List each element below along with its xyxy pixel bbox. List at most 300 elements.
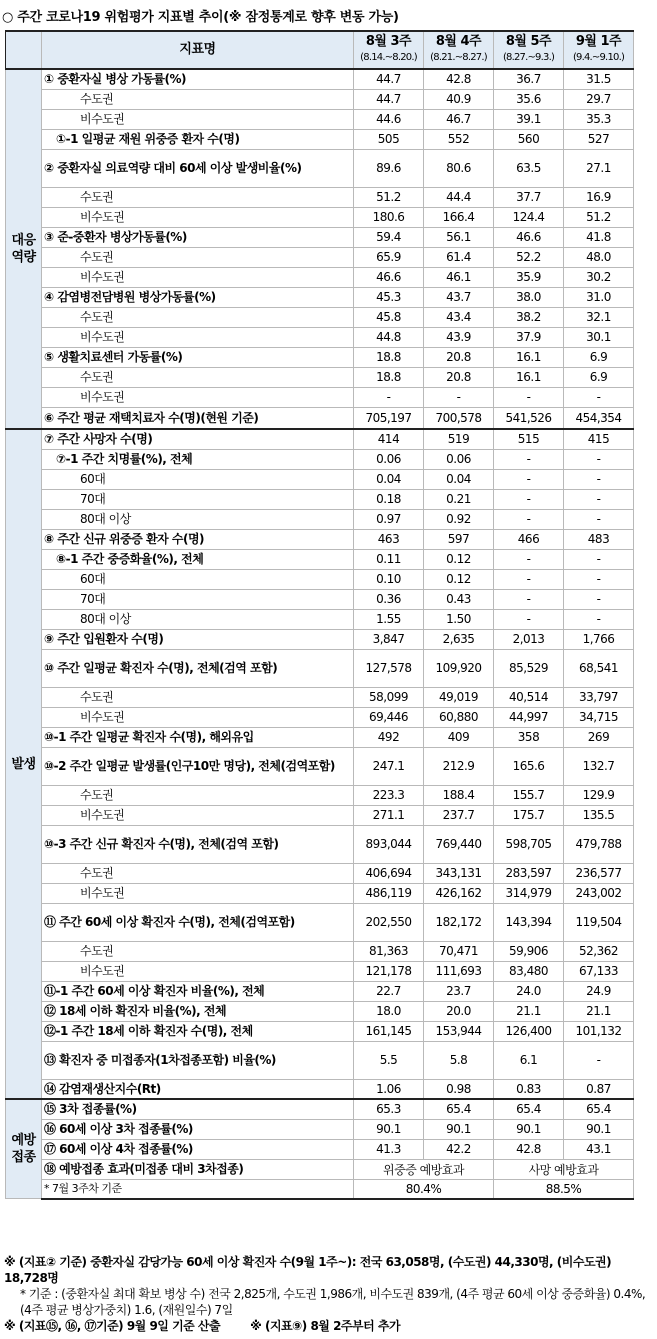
row-label: 비수도권: [42, 805, 354, 825]
cell-week-2: 5.8: [424, 1041, 494, 1079]
table-body: [6, 69, 634, 1199]
table-row: [6, 863, 634, 883]
week-4-range: (9.4.~9.10.): [572, 52, 625, 63]
cell-week-2: 46.1: [424, 267, 494, 287]
table-row: [6, 1079, 634, 1099]
table-row: [6, 549, 634, 569]
cell-week-1: 0.36: [354, 589, 424, 609]
table-row: [6, 187, 634, 207]
cell-week-2: 46.7: [424, 109, 494, 129]
cell-week-3: -: [494, 469, 564, 489]
row-label: ⑦ 주간 사망자 수(명): [42, 429, 354, 449]
header-week-4: [564, 31, 634, 69]
cell-week-1: 406,694: [354, 863, 424, 883]
table-row: [6, 449, 634, 469]
row-label: ⑭ 감염재생산지수(Rt): [42, 1079, 354, 1099]
cell-week-1: 202,550: [354, 903, 424, 941]
cell-week-3: 44,997: [494, 707, 564, 727]
cell-week-2: 0.43: [424, 589, 494, 609]
row-label: ⑦-1 주간 치명률(%), 전체: [42, 449, 354, 469]
cell-week-2: 42.2: [424, 1139, 494, 1159]
row-label: ⑫-1 주간 18세 이하 확진자 수(명), 전체: [42, 1021, 354, 1041]
row-label: ⑧ 주간 신규 위중증 환자 수(명): [42, 529, 354, 549]
table-row: [6, 1041, 634, 1079]
cell-week-4: -: [564, 589, 634, 609]
cell-week-1: 41.3: [354, 1139, 424, 1159]
row-label: ② 중환자실 의료역량 대비 60세 이상 발생비율(%): [42, 149, 354, 187]
row-label: ⑫ 18세 이하 확진자 비율(%), 전체: [42, 1001, 354, 1021]
cell-week-3: 541,526: [494, 407, 564, 429]
cell-week-3: 63.5: [494, 149, 564, 187]
cell-week-4: 90.1: [564, 1119, 634, 1139]
cell-week-3: -: [494, 509, 564, 529]
footnote-2: * 기준 : (중환자실 최대 확보 병상 수) 전국 2,825개, 수도권 1,986개, 비수도권 839개, (4주 평균 60세 이상 중증화율) 0.4%, (4주 평균 병상가중치) 1.6, (재원일수) 7일: [20, 1287, 646, 1317]
table-row: [6, 1001, 634, 1021]
category-occurrence: 발생: [6, 429, 42, 1099]
table-row: [6, 129, 634, 149]
row-label: ⑰ 60세 이상 4차 접종률(%): [42, 1139, 354, 1159]
cell-week-1: 44.8: [354, 327, 424, 347]
row-label: 70대: [42, 589, 354, 609]
table-row: [6, 941, 634, 961]
cell-week-4: 483: [564, 529, 634, 549]
cell-week-4: 32.1: [564, 307, 634, 327]
cell-week-4: 479,788: [564, 825, 634, 863]
cell-week-1: 223.3: [354, 785, 424, 805]
row-label: 비수도권: [42, 109, 354, 129]
table-row: [6, 1139, 634, 1159]
cell-week-3: 21.1: [494, 1001, 564, 1021]
row-label: ⑩-2 주간 일평균 발생률(인구10만 명당), 전체(검역포함): [42, 747, 354, 785]
cell-week-4: 29.7: [564, 89, 634, 109]
cell-week-1: 492: [354, 727, 424, 747]
cell-week-4: 67,133: [564, 961, 634, 981]
cell-week-4: 35.3: [564, 109, 634, 129]
cell-week-3: 40,514: [494, 687, 564, 707]
cell-week-1: 414: [354, 429, 424, 449]
cell-week-4: 16.9: [564, 187, 634, 207]
cell-week-1: 18.8: [354, 347, 424, 367]
cell-week-3: 155.7: [494, 785, 564, 805]
cell-week-1: 18.8: [354, 367, 424, 387]
table-header-row: [6, 31, 634, 69]
table-row: [6, 1119, 634, 1139]
row-label: ⑩-1 주간 일평균 확진자 수(명), 해외유입: [42, 727, 354, 747]
cell-week-1: 463: [354, 529, 424, 549]
cell-week-2: 0.06: [424, 449, 494, 469]
table-row: [6, 903, 634, 941]
cell-week-1: 46.6: [354, 267, 424, 287]
cell-week-2: 153,944: [424, 1021, 494, 1041]
cell-week-2: 597: [424, 529, 494, 549]
week-1-name: 8월 3주: [365, 34, 412, 49]
table-row: [6, 589, 634, 609]
table-row: [6, 569, 634, 589]
cell-week-4: -: [564, 609, 634, 629]
row-label: ① 중환자실 병상 가동률(%): [42, 69, 354, 89]
cell-week-1: 3,847: [354, 629, 424, 649]
row-label: ⑪ 주간 60세 이상 확진자 수(명), 전체(검역포함): [42, 903, 354, 941]
footnote-3b: ※ (지표⑨) 8월 2주부터 추가: [250, 1319, 401, 1333]
row-label: 수도권: [42, 941, 354, 961]
table-row: [6, 69, 634, 89]
cell-week-2: 111,693: [424, 961, 494, 981]
table-row: [6, 825, 634, 863]
cell-week-1: 247.1: [354, 747, 424, 785]
cell-week-4: -: [564, 1041, 634, 1079]
table-row: [6, 109, 634, 129]
cell-week-3: 24.0: [494, 981, 564, 1001]
row-label: 70대: [42, 489, 354, 509]
cell-week-4: 31.0: [564, 287, 634, 307]
effect-sublabel: * 7월 3주차 기준: [42, 1179, 354, 1199]
table-row: [6, 727, 634, 747]
cell-week-2: 43.7: [424, 287, 494, 307]
cell-week-3: 175.7: [494, 805, 564, 825]
header-week-3: [494, 31, 564, 69]
cell-week-4: 33,797: [564, 687, 634, 707]
page-title: ○ 주간 코로나19 위험평가 지표별 추이(※ 잠정통계로 향후 변동 가능): [2, 10, 399, 25]
cell-week-2: 61.4: [424, 247, 494, 267]
week-4-name: 9월 1주: [575, 34, 622, 49]
table-row: [6, 981, 634, 1001]
cell-week-3: 39.1: [494, 109, 564, 129]
cell-week-2: 700,578: [424, 407, 494, 429]
cell-week-4: 0.87: [564, 1079, 634, 1099]
cell-week-1: 5.5: [354, 1041, 424, 1079]
cell-week-2: 80.6: [424, 149, 494, 187]
cell-week-2: 343,131: [424, 863, 494, 883]
cell-week-1: 18.0: [354, 1001, 424, 1021]
cell-week-2: 23.7: [424, 981, 494, 1001]
cell-week-3: 85,529: [494, 649, 564, 687]
row-label: ⑧-1 주간 중증화율(%), 전체: [42, 549, 354, 569]
header-indicator-name: 지표명: [42, 31, 354, 69]
cell-week-4: -: [564, 569, 634, 589]
row-label: 수도권: [42, 187, 354, 207]
cell-week-3: 83,480: [494, 961, 564, 981]
cell-week-4: 129.9: [564, 785, 634, 805]
cell-week-2: 44.4: [424, 187, 494, 207]
cell-week-2: 0.21: [424, 489, 494, 509]
cell-week-3: 560: [494, 129, 564, 149]
cell-week-1: 893,044: [354, 825, 424, 863]
header-week-1: [354, 31, 424, 69]
cell-week-2: 109,920: [424, 649, 494, 687]
cell-week-3: 6.1: [494, 1041, 564, 1079]
row-label: ⑥ 주간 평균 재택치료자 수(명)(현원 기준): [42, 407, 354, 429]
cell-week-1: 271.1: [354, 805, 424, 825]
row-label: 60대: [42, 569, 354, 589]
row-label: 비수도권: [42, 207, 354, 227]
table-row: [6, 629, 634, 649]
cell-week-4: 41.8: [564, 227, 634, 247]
cell-week-1: 44.7: [354, 89, 424, 109]
row-label: 비수도권: [42, 267, 354, 287]
cell-week-1: 22.7: [354, 981, 424, 1001]
cell-week-1: 44.6: [354, 109, 424, 129]
cell-week-2: 43.4: [424, 307, 494, 327]
cell-week-2: 0.04: [424, 469, 494, 489]
cell-week-4: 43.1: [564, 1139, 634, 1159]
cell-week-2: 1.50: [424, 609, 494, 629]
cell-week-1: 0.11: [354, 549, 424, 569]
row-label: 수도권: [42, 307, 354, 327]
cell-week-3: 42.8: [494, 1139, 564, 1159]
cell-week-4: 6.9: [564, 367, 634, 387]
cell-week-1: 1.06: [354, 1079, 424, 1099]
table-row: [6, 227, 634, 247]
row-label: ④ 감염병전담병원 병상가동률(%): [42, 287, 354, 307]
row-label: ⑪-1 주간 60세 이상 확진자 비율(%), 전체: [42, 981, 354, 1001]
table-row: [6, 529, 634, 549]
row-label: ③ 준-중환자 병상가동률(%): [42, 227, 354, 247]
cell-week-2: 60,880: [424, 707, 494, 727]
cell-week-3: 515: [494, 429, 564, 449]
row-label: ①-1 일평균 재원 위중증 환자 수(명): [42, 129, 354, 149]
week-3-name: 8월 5주: [505, 34, 552, 49]
header-week-2: [424, 31, 494, 69]
cell-week-3: 37.7: [494, 187, 564, 207]
cell-week-2: 426,162: [424, 883, 494, 903]
cell-week-4: -: [564, 469, 634, 489]
footnote-1: ※ (지표② 기준) 중환자실 감당가능 60세 이상 확진자 수(9월 1주~): 전국 63,058명, (수도권) 44,330명, (비수도권) 18,728명: [4, 1255, 612, 1285]
row-label: 수도권: [42, 89, 354, 109]
week-2-name: 8월 4주: [435, 34, 482, 49]
cell-week-3: -: [494, 569, 564, 589]
cell-week-3: 314,979: [494, 883, 564, 903]
table-row: [6, 327, 634, 347]
row-label: ⑬ 확진자 중 미접종자(1차접종포함) 비율(%): [42, 1041, 354, 1079]
footnotes: [4, 1254, 654, 1334]
cell-week-3: 35.6: [494, 89, 564, 109]
cell-week-2: 56.1: [424, 227, 494, 247]
cell-week-1: 44.7: [354, 69, 424, 89]
row-label: ⑤ 생활치료센터 가동률(%): [42, 347, 354, 367]
cell-week-2: 0.92: [424, 509, 494, 529]
row-label: 비수도권: [42, 961, 354, 981]
cell-week-4: 51.2: [564, 207, 634, 227]
cell-week-3: 0.83: [494, 1079, 564, 1099]
cell-week-3: -: [494, 549, 564, 569]
cell-week-3: -: [494, 609, 564, 629]
cell-week-1: 69,446: [354, 707, 424, 727]
cell-week-3: 16.1: [494, 367, 564, 387]
week-2-range: (8.21.~8.27.): [430, 52, 487, 63]
cell-week-1: 59.4: [354, 227, 424, 247]
cell-week-2: 20.0: [424, 1001, 494, 1021]
table-row: [6, 509, 634, 529]
cell-week-3: -: [494, 449, 564, 469]
category-prevention: 예방 접종: [6, 1099, 42, 1199]
cell-week-2: 20.8: [424, 367, 494, 387]
cell-week-4: 24.9: [564, 981, 634, 1001]
cell-week-3: 46.6: [494, 227, 564, 247]
cell-week-1: 0.10: [354, 569, 424, 589]
cell-week-3: 65.4: [494, 1099, 564, 1119]
cell-week-3: 36.7: [494, 69, 564, 89]
cell-week-2: 20.8: [424, 347, 494, 367]
cell-week-2: 40.9: [424, 89, 494, 109]
cell-week-2: 0.98: [424, 1079, 494, 1099]
row-label: 비수도권: [42, 707, 354, 727]
cell-week-3: 59,906: [494, 941, 564, 961]
cell-week-2: 65.4: [424, 1099, 494, 1119]
row-label: 비수도권: [42, 883, 354, 903]
table-row: [6, 1099, 634, 1119]
cell-week-1: 180.6: [354, 207, 424, 227]
row-label: 80대 이상: [42, 609, 354, 629]
footnote-3a: ※ (지표⑮, ⑯, ⑰기준) 9월 9일 기준 산출: [4, 1319, 221, 1333]
cell-week-3: -: [494, 387, 564, 407]
cell-week-3: 126,400: [494, 1021, 564, 1041]
cell-week-2: 49,019: [424, 687, 494, 707]
row-label: 비수도권: [42, 387, 354, 407]
row-label: ⑩ 주간 일평균 확진자 수(명), 전체(검역 포함): [42, 649, 354, 687]
table-row: [6, 687, 634, 707]
row-label: 수도권: [42, 863, 354, 883]
table-row: [6, 287, 634, 307]
cell-week-4: 27.1: [564, 149, 634, 187]
cell-week-1: 81,363: [354, 941, 424, 961]
cell-week-4: 101,132: [564, 1021, 634, 1041]
table-row: [6, 1021, 634, 1041]
cell-week-3: 283,597: [494, 863, 564, 883]
cell-week-2: 42.8: [424, 69, 494, 89]
cell-week-2: 0.12: [424, 569, 494, 589]
cell-week-4: 65.4: [564, 1099, 634, 1119]
cell-week-3: 16.1: [494, 347, 564, 367]
cell-week-1: 505: [354, 129, 424, 149]
cell-week-4: 454,354: [564, 407, 634, 429]
cell-week-3: 466: [494, 529, 564, 549]
cell-week-3: 598,705: [494, 825, 564, 863]
cell-week-4: 132.7: [564, 747, 634, 785]
cell-week-2: 237.7: [424, 805, 494, 825]
table-row: [6, 307, 634, 327]
cell-week-3: -: [494, 589, 564, 609]
cell-week-3: 90.1: [494, 1119, 564, 1139]
cell-week-4: 1,766: [564, 629, 634, 649]
cell-week-4: 236,577: [564, 863, 634, 883]
cell-week-4: 527: [564, 129, 634, 149]
cell-week-1: 0.18: [354, 489, 424, 509]
cell-week-1: 121,178: [354, 961, 424, 981]
cell-week-3: 37.9: [494, 327, 564, 347]
cell-week-4: -: [564, 387, 634, 407]
table-row: [6, 805, 634, 825]
table-row: [6, 469, 634, 489]
cell-week-1: 58,099: [354, 687, 424, 707]
row-label: 80대 이상: [42, 509, 354, 529]
cell-week-4: -: [564, 449, 634, 469]
row-label: 수도권: [42, 367, 354, 387]
cell-week-4: 269: [564, 727, 634, 747]
cell-week-1: 45.8: [354, 307, 424, 327]
table-row: [6, 267, 634, 287]
table-row: [6, 883, 634, 903]
cell-week-1: 45.3: [354, 287, 424, 307]
cell-week-1: 1.55: [354, 609, 424, 629]
cell-week-4: 135.5: [564, 805, 634, 825]
cell-week-3: 35.9: [494, 267, 564, 287]
cell-week-1: 486,119: [354, 883, 424, 903]
effect-death-head: 사망 예방효과: [494, 1159, 634, 1179]
cell-week-1: 0.97: [354, 509, 424, 529]
cell-week-3: 165.6: [494, 747, 564, 785]
table-row: [6, 609, 634, 629]
cell-week-4: 30.2: [564, 267, 634, 287]
cell-week-3: 2,013: [494, 629, 564, 649]
cell-week-3: 38.2: [494, 307, 564, 327]
table-row: [6, 747, 634, 785]
cell-week-1: -: [354, 387, 424, 407]
cell-week-2: 188.4: [424, 785, 494, 805]
table-row: [6, 489, 634, 509]
table-row: [6, 961, 634, 981]
cell-week-4: 31.5: [564, 69, 634, 89]
row-label: 60대: [42, 469, 354, 489]
cell-week-2: 43.9: [424, 327, 494, 347]
cell-week-4: 119,504: [564, 903, 634, 941]
cell-week-3: 52.2: [494, 247, 564, 267]
week-3-range: (8.27.~9.3.): [502, 52, 555, 63]
cell-week-1: 161,145: [354, 1021, 424, 1041]
table-row: [6, 407, 634, 429]
cell-week-4: -: [564, 489, 634, 509]
row-label: ⑮ 3차 접종률(%): [42, 1099, 354, 1119]
cell-week-2: 409: [424, 727, 494, 747]
effect-death-value: 88.5%: [494, 1179, 634, 1199]
cell-week-4: -: [564, 509, 634, 529]
row-label: ⑨ 주간 입원환자 수(명): [42, 629, 354, 649]
cell-week-4: 415: [564, 429, 634, 449]
table-row: [6, 707, 634, 727]
cell-week-1: 127,578: [354, 649, 424, 687]
effect-severe-head: 위중증 예방효과: [354, 1159, 494, 1179]
cell-week-2: -: [424, 387, 494, 407]
cell-week-2: 212.9: [424, 747, 494, 785]
cell-week-1: 65.9: [354, 247, 424, 267]
table-row: [6, 367, 634, 387]
table-row: [6, 387, 634, 407]
cell-week-3: 124.4: [494, 207, 564, 227]
week-1-range: (8.14.~8.20.): [360, 52, 417, 63]
cell-week-4: 48.0: [564, 247, 634, 267]
cell-week-4: 68,541: [564, 649, 634, 687]
cell-week-1: 705,197: [354, 407, 424, 429]
effect-row-values: [6, 1179, 634, 1199]
table-row: [6, 347, 634, 367]
cell-week-1: 89.6: [354, 149, 424, 187]
cell-week-4: 52,362: [564, 941, 634, 961]
table-row: [6, 89, 634, 109]
cell-week-3: 143,394: [494, 903, 564, 941]
cell-week-4: 34,715: [564, 707, 634, 727]
row-label: ⑩-3 주간 신규 확진자 수(명), 전체(검역 포함): [42, 825, 354, 863]
table-row: [6, 149, 634, 187]
table-row: [6, 785, 634, 805]
cell-week-2: 519: [424, 429, 494, 449]
cell-week-2: 182,172: [424, 903, 494, 941]
cell-week-4: 243,002: [564, 883, 634, 903]
cell-week-3: -: [494, 489, 564, 509]
cell-week-3: 38.0: [494, 287, 564, 307]
cell-week-2: 70,471: [424, 941, 494, 961]
risk-indicator-table: [5, 30, 634, 1200]
cell-week-2: 552: [424, 129, 494, 149]
cell-week-2: 166.4: [424, 207, 494, 227]
